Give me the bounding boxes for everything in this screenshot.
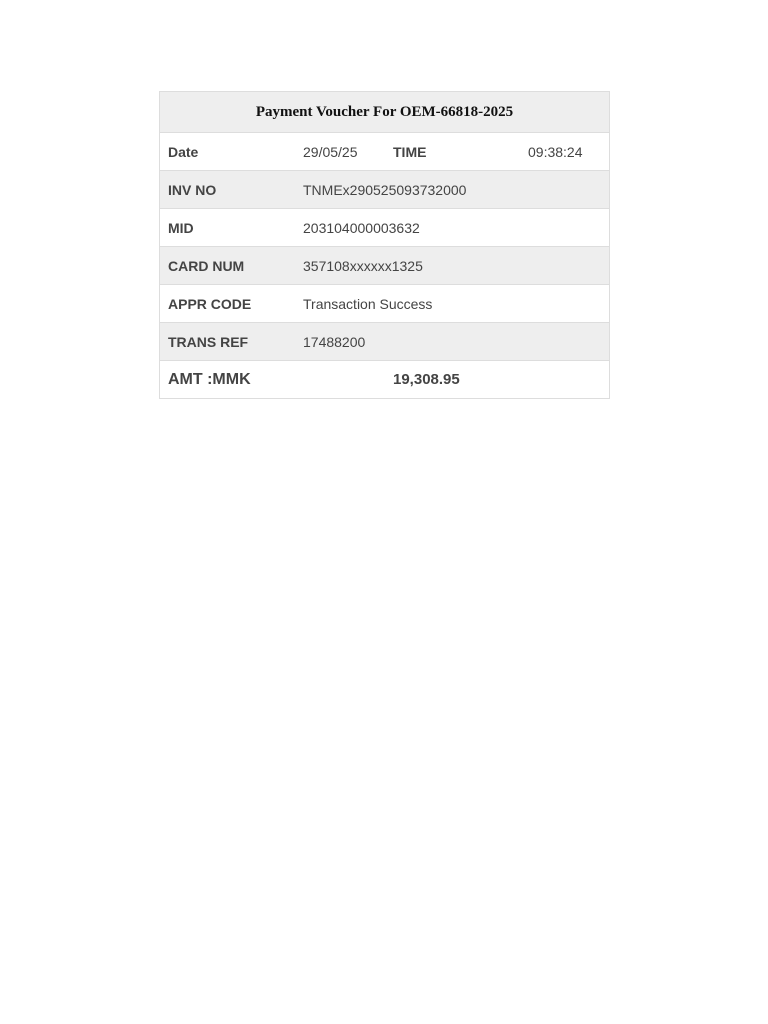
card-num-value: 357108xxxxxx1325 [303,257,423,274]
appr-code-row [160,285,609,323]
amount-row [160,361,609,398]
trans-ref-row [160,323,609,361]
card-num-label: CARD NUM [168,257,245,274]
date-label: Date [168,143,199,160]
payment-voucher-table [159,91,610,399]
time-value: 09:38:24 [528,143,583,160]
amount-value: 19,308.95 [393,371,460,388]
amount-label: AMT :MMK [168,370,251,388]
date-time-row [160,133,609,171]
date-value: 29/05/25 [303,143,358,160]
mid-value: 203104000003632 [303,219,420,236]
voucher-title: Payment Voucher For OEM-66818-2025 [160,92,609,133]
time-label: TIME [393,143,427,160]
inv-no-value: TNMEx290525093732000 [303,181,467,198]
mid-label: MID [168,219,194,236]
inv-no-label: INV NO [168,181,217,198]
inv-no-row [160,171,609,209]
mid-row [160,209,609,247]
trans-ref-label: TRANS REF [168,333,249,350]
appr-code-value: Transaction Success [303,295,433,312]
trans-ref-value: 17488200 [303,333,366,350]
card-num-row [160,247,609,285]
appr-code-label: APPR CODE [168,295,252,312]
